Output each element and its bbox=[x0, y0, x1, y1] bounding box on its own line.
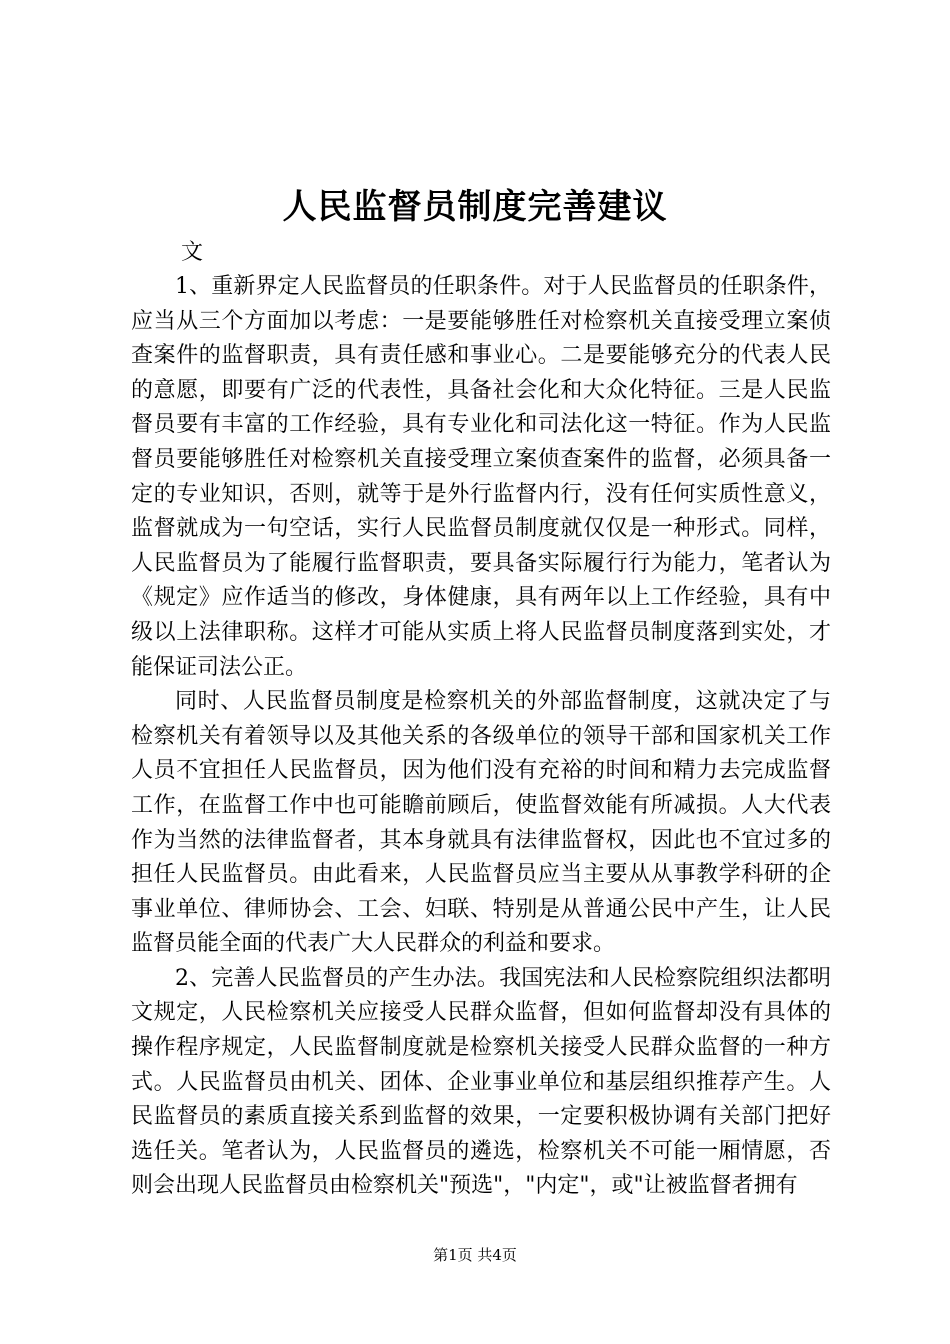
paragraph: 同时、人民监督员制度是检察机关的外部监督制度，这就决定了与检察机关有着领导以及其他关系的各级单位的领导干部和国家机关工作人员不宜担任人民监督员，因为他们没有充裕的时间和精力去完成监督工作，在监督工作中也可能瞻前顾后，使监督效能有所减损。人大代表作为当然的法律监督者，其本身就具有法律监督权，因此也不宜过多的担任人民监督员。由此看来，人民监督员应当主要从从事教学科研的企事业单位、律师协会、工会、妇联、特别是从普通公民中产生，让人民监督员能全面的代表广大人民群众的利益和要求。 bbox=[131, 689, 831, 957]
document-title: 人民监督员制度完善建议 bbox=[282, 187, 668, 227]
author-label: 文 bbox=[181, 240, 204, 265]
paragraph: 2、完善人民监督员的产生办法。我国宪法和人民检察院组织法都明文规定，人民检察机关应接受人民群众监督，但如何监督却没有具体的操作程序规定，人民监督制度就是检察机关接受人民群众监督的一种方式。人民监督员由机关、团体、企业事业单位和基层组织推荐产生。人民监督员的素质直接关系到监督的效果，一定要积极协调有关部门把好选任关。笔者认为，人民监督员的遴选，检察机关不可能一厢情愿，否则会出现人民监督员由检察机关"预选"，"内定"，或"让被监督者拥有 bbox=[131, 965, 831, 1199]
document-body bbox=[131, 270, 831, 1204]
page-footer: 第1页 共4页 bbox=[433, 1246, 517, 1264]
paragraph: 1、重新界定人民监督员的任职条件。对于人民监督员的任职条件，应当从三个方面加以考虑：一是要能够胜任对检察机关直接受理立案侦查案件的监督职责，具有责任感和事业心。二是要能够充分的代表人民的意愿，即要有广泛的代表性，具备社会化和大众化特征。三是人民监督员要有丰富的工作经验，具有专业化和司法化这一特征。作为人民监督员要能够胜任对检察机关直接受理立案侦查案件的监督，必须具备一定的专业知识，否则，就等于是外行监督内行，没有任何实质性意义，监督就成为一句空话，实行人民监督员制度就仅仅是一种形式。同样，人民监督员为了能履行监督职责，要具备实际履行行为能力，笔者认为《规定》应作适当的修改，身体健康，具有两年以上工作经验，具有中级以上法律职称。这样才可能从实质上将人民监督员制度落到实处，才能保证司法公正。 bbox=[131, 274, 831, 680]
